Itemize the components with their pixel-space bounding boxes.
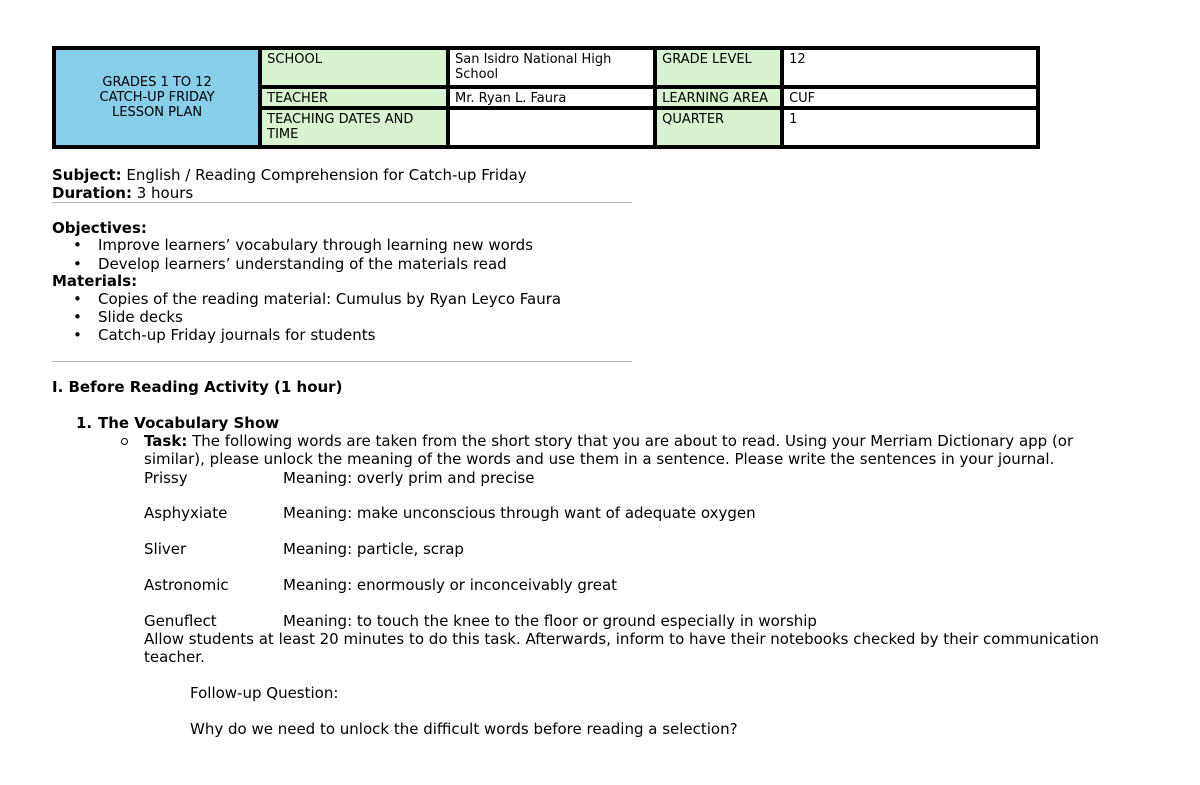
vocab-word: Asphyxiate <box>144 504 228 522</box>
duration-label: Duration: <box>52 184 132 202</box>
followup-question: Why do we need to unlock the difficult words before reading a selection? <box>190 720 738 738</box>
subject-value: English / Reading Comprehension for Catch-up Friday <box>121 166 527 184</box>
vocab-word: Prissy <box>144 469 188 487</box>
grade-level-label: GRADE LEVEL <box>657 50 780 85</box>
grade-level-value: 12 <box>784 50 1036 85</box>
vocab-word: Genuflect <box>144 612 217 630</box>
activity-title: The Vocabulary Show <box>98 414 280 432</box>
teacher-value: Mr. Ryan L. Faura <box>450 89 653 107</box>
vocab-meaning: Meaning: overly prim and precise <box>283 469 535 487</box>
bullet-icon: • <box>73 236 82 254</box>
materials-heading: Materials: <box>52 272 138 290</box>
title-line-2: CATCH-UP FRIDAY <box>99 90 215 105</box>
vocab-meaning: Meaning: particle, scrap <box>283 540 464 558</box>
bullet-icon: • <box>73 308 82 326</box>
vocab-word: Astronomic <box>144 576 229 594</box>
task-label: Task: <box>144 432 188 450</box>
duration-line <box>52 184 193 202</box>
teaching-dates-value <box>450 110 653 145</box>
followup-label: Follow-up Question: <box>190 684 339 702</box>
vocab-meaning: Meaning: to touch the knee to the floor or ground especially in worship <box>283 612 817 630</box>
allow-students-note: Allow students at least 20 minutes to do this task. Afterwards, inform to have their notebooks checked by their communication teacher. <box>144 630 1100 666</box>
lesson-plan-header-table <box>52 46 1040 149</box>
objectives-heading: Objectives: <box>52 219 147 237</box>
vocab-meaning: Meaning: enormously or inconceivably great <box>283 576 618 594</box>
material-item: Catch-up Friday journals for students <box>98 326 376 344</box>
objective-item: Develop learners’ understanding of the materials read <box>98 255 507 273</box>
school-label: SCHOOL <box>262 50 446 85</box>
learning-area-value: CUF <box>784 89 1036 107</box>
teacher-label: TEACHER <box>262 89 446 107</box>
teaching-dates-label: TEACHING DATES AND TIME <box>262 110 446 145</box>
section-heading: I. Before Reading Activity (1 hour) <box>52 378 343 396</box>
material-item: Copies of the reading material: Cumulus by Ryan Leyco Faura <box>98 290 562 308</box>
subject-line <box>52 166 527 184</box>
task-paragraph <box>144 432 1134 468</box>
objective-item: Improve learners’ vocabulary through learning new words <box>98 236 534 254</box>
quarter-label: QUARTER <box>657 110 780 145</box>
divider-1 <box>52 202 632 203</box>
school-value: San Isidro National High School <box>450 50 653 85</box>
lesson-plan-title <box>56 50 258 145</box>
learning-area-label: LEARNING AREA <box>657 89 780 107</box>
circle-bullet-icon <box>121 438 128 445</box>
title-line-3: LESSON PLAN <box>112 105 203 120</box>
quarter-value: 1 <box>784 110 1036 145</box>
vocab-meaning: Meaning: make unconscious through want of adequate oxygen <box>283 504 756 522</box>
title-line-1: GRADES 1 TO 12 <box>102 75 212 90</box>
vocab-word: Sliver <box>144 540 187 558</box>
bullet-icon: • <box>73 326 82 344</box>
subject-label: Subject: <box>52 166 122 184</box>
bullet-icon: • <box>73 255 82 273</box>
bullet-icon: • <box>73 290 82 308</box>
duration-value: 3 hours <box>131 184 194 202</box>
list-number: 1. <box>76 414 93 432</box>
task-text: The following words are taken from the short story that you are about to read. Using your Merriam Dictionary app (or similar), please unlock the meaning of the words and use them in a sentence. Please write the sentences in your journal. <box>144 432 1074 468</box>
divider-2 <box>52 361 632 362</box>
material-item: Slide decks <box>98 308 183 326</box>
